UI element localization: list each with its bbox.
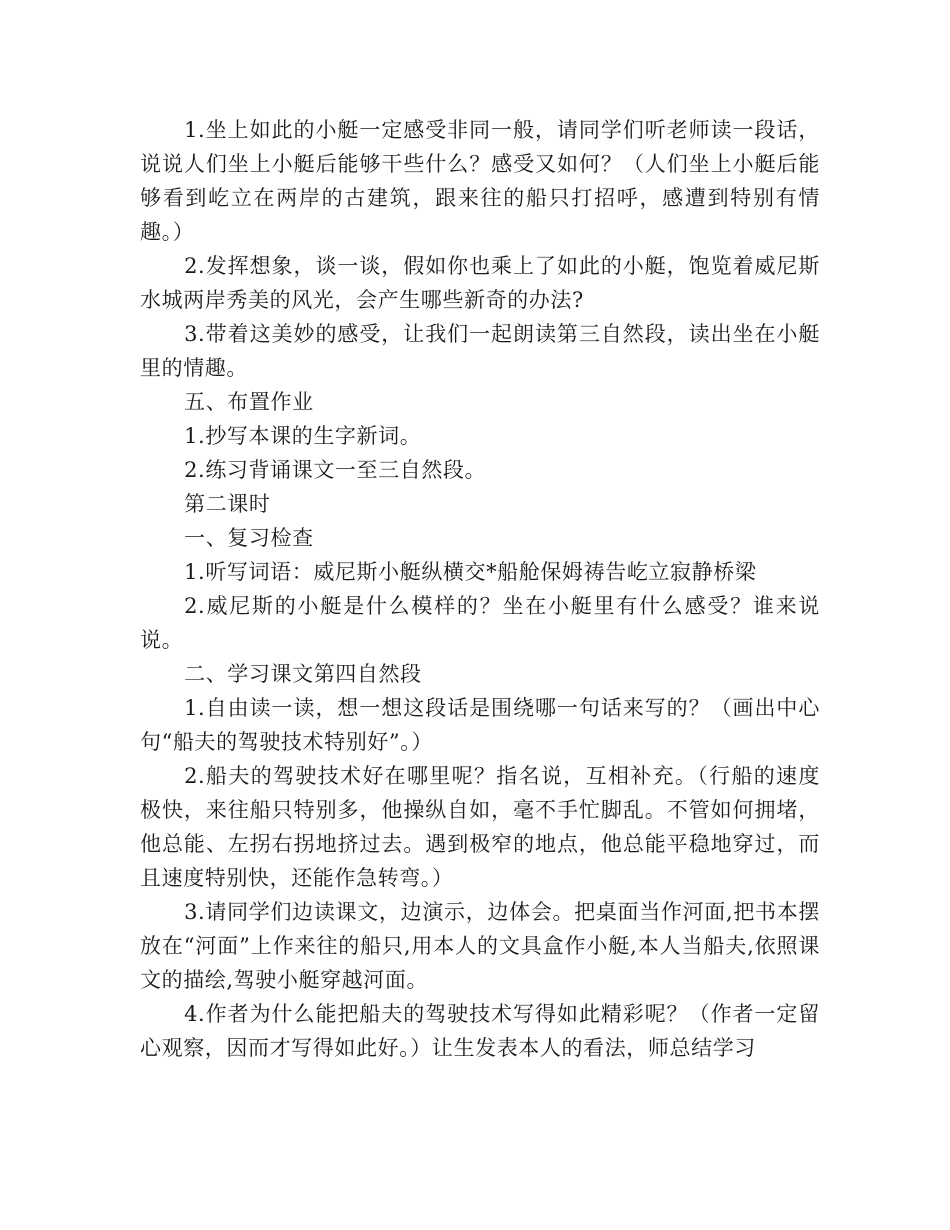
paragraph: 2.练习背诵课文一至三自然段。 bbox=[184, 458, 487, 482]
section-heading: 二、学习课文第四自然段 bbox=[184, 662, 422, 686]
paragraph: 4.作者为什么能把船夫的驾驶技术写得如此精彩呢？（作者一定留心观察，因而才写得如此好。）让生发表本人的看法，师总结学习 bbox=[140, 1002, 820, 1060]
paragraph: 1.坐上如此的小艇一定感受非同一般，请同学们听老师读一段话，说说人们坐上小艇后能够干些什么？感受又如何？（人们坐上小艇后能够看到屹立在两岸的古建筑，跟来往的船只打招呼，感遭到特别有情趣。） bbox=[140, 118, 820, 244]
document-page bbox=[140, 113, 820, 1065]
lesson-heading: 第二课时 bbox=[184, 492, 271, 516]
paragraph: 2.船夫的驾驶技术好在哪里呢？指名说，互相补充。（行船的速度极快，来往船只特别多，他操纵自如，毫不手忙脚乱。不管如何拥堵，他总能、左拐右拐地挤过去。遇到极窄的地点，他总能平稳地穿过，而且速度特别快，还能作急转弯。） bbox=[140, 764, 820, 890]
section-heading: 一、复习检查 bbox=[184, 526, 314, 550]
paragraph: 1.抄写本课的生字新词。 bbox=[184, 424, 422, 448]
paragraph: 3.请同学们边读课文，边演示，边体会。把桌面当作河面,把书本摆放在“河面”上作来往的船只,用本人的文具盒作小艇,本人当船夫,依照课文的描绘,驾驶小艇穿越河面。 bbox=[140, 900, 820, 992]
paragraph: 1.听写词语：威尼斯小艇纵横交*船舱保姆祷告屹立寂静桥梁 bbox=[184, 560, 757, 584]
paragraph: 2.威尼斯的小艇是什么模样的？坐在小艇里有什么感受？谁来说说。 bbox=[140, 594, 820, 652]
paragraph: 3.带着这美妙的感受，让我们一起朗读第三自然段，读出坐在小艇里的情趣。 bbox=[140, 322, 820, 380]
paragraph: 1.自由读一读，想一想这段话是围绕哪一句话来写的？（画出中心句“船夫的驾驶技术特别好”。） bbox=[140, 696, 820, 754]
section-heading: 五、布置作业 bbox=[184, 390, 314, 414]
paragraph: 2.发挥想象，谈一谈，假如你也乘上了如此的小艇，饱览着威尼斯水城两岸秀美的风光，会产生哪些新奇的办法? bbox=[140, 254, 820, 312]
